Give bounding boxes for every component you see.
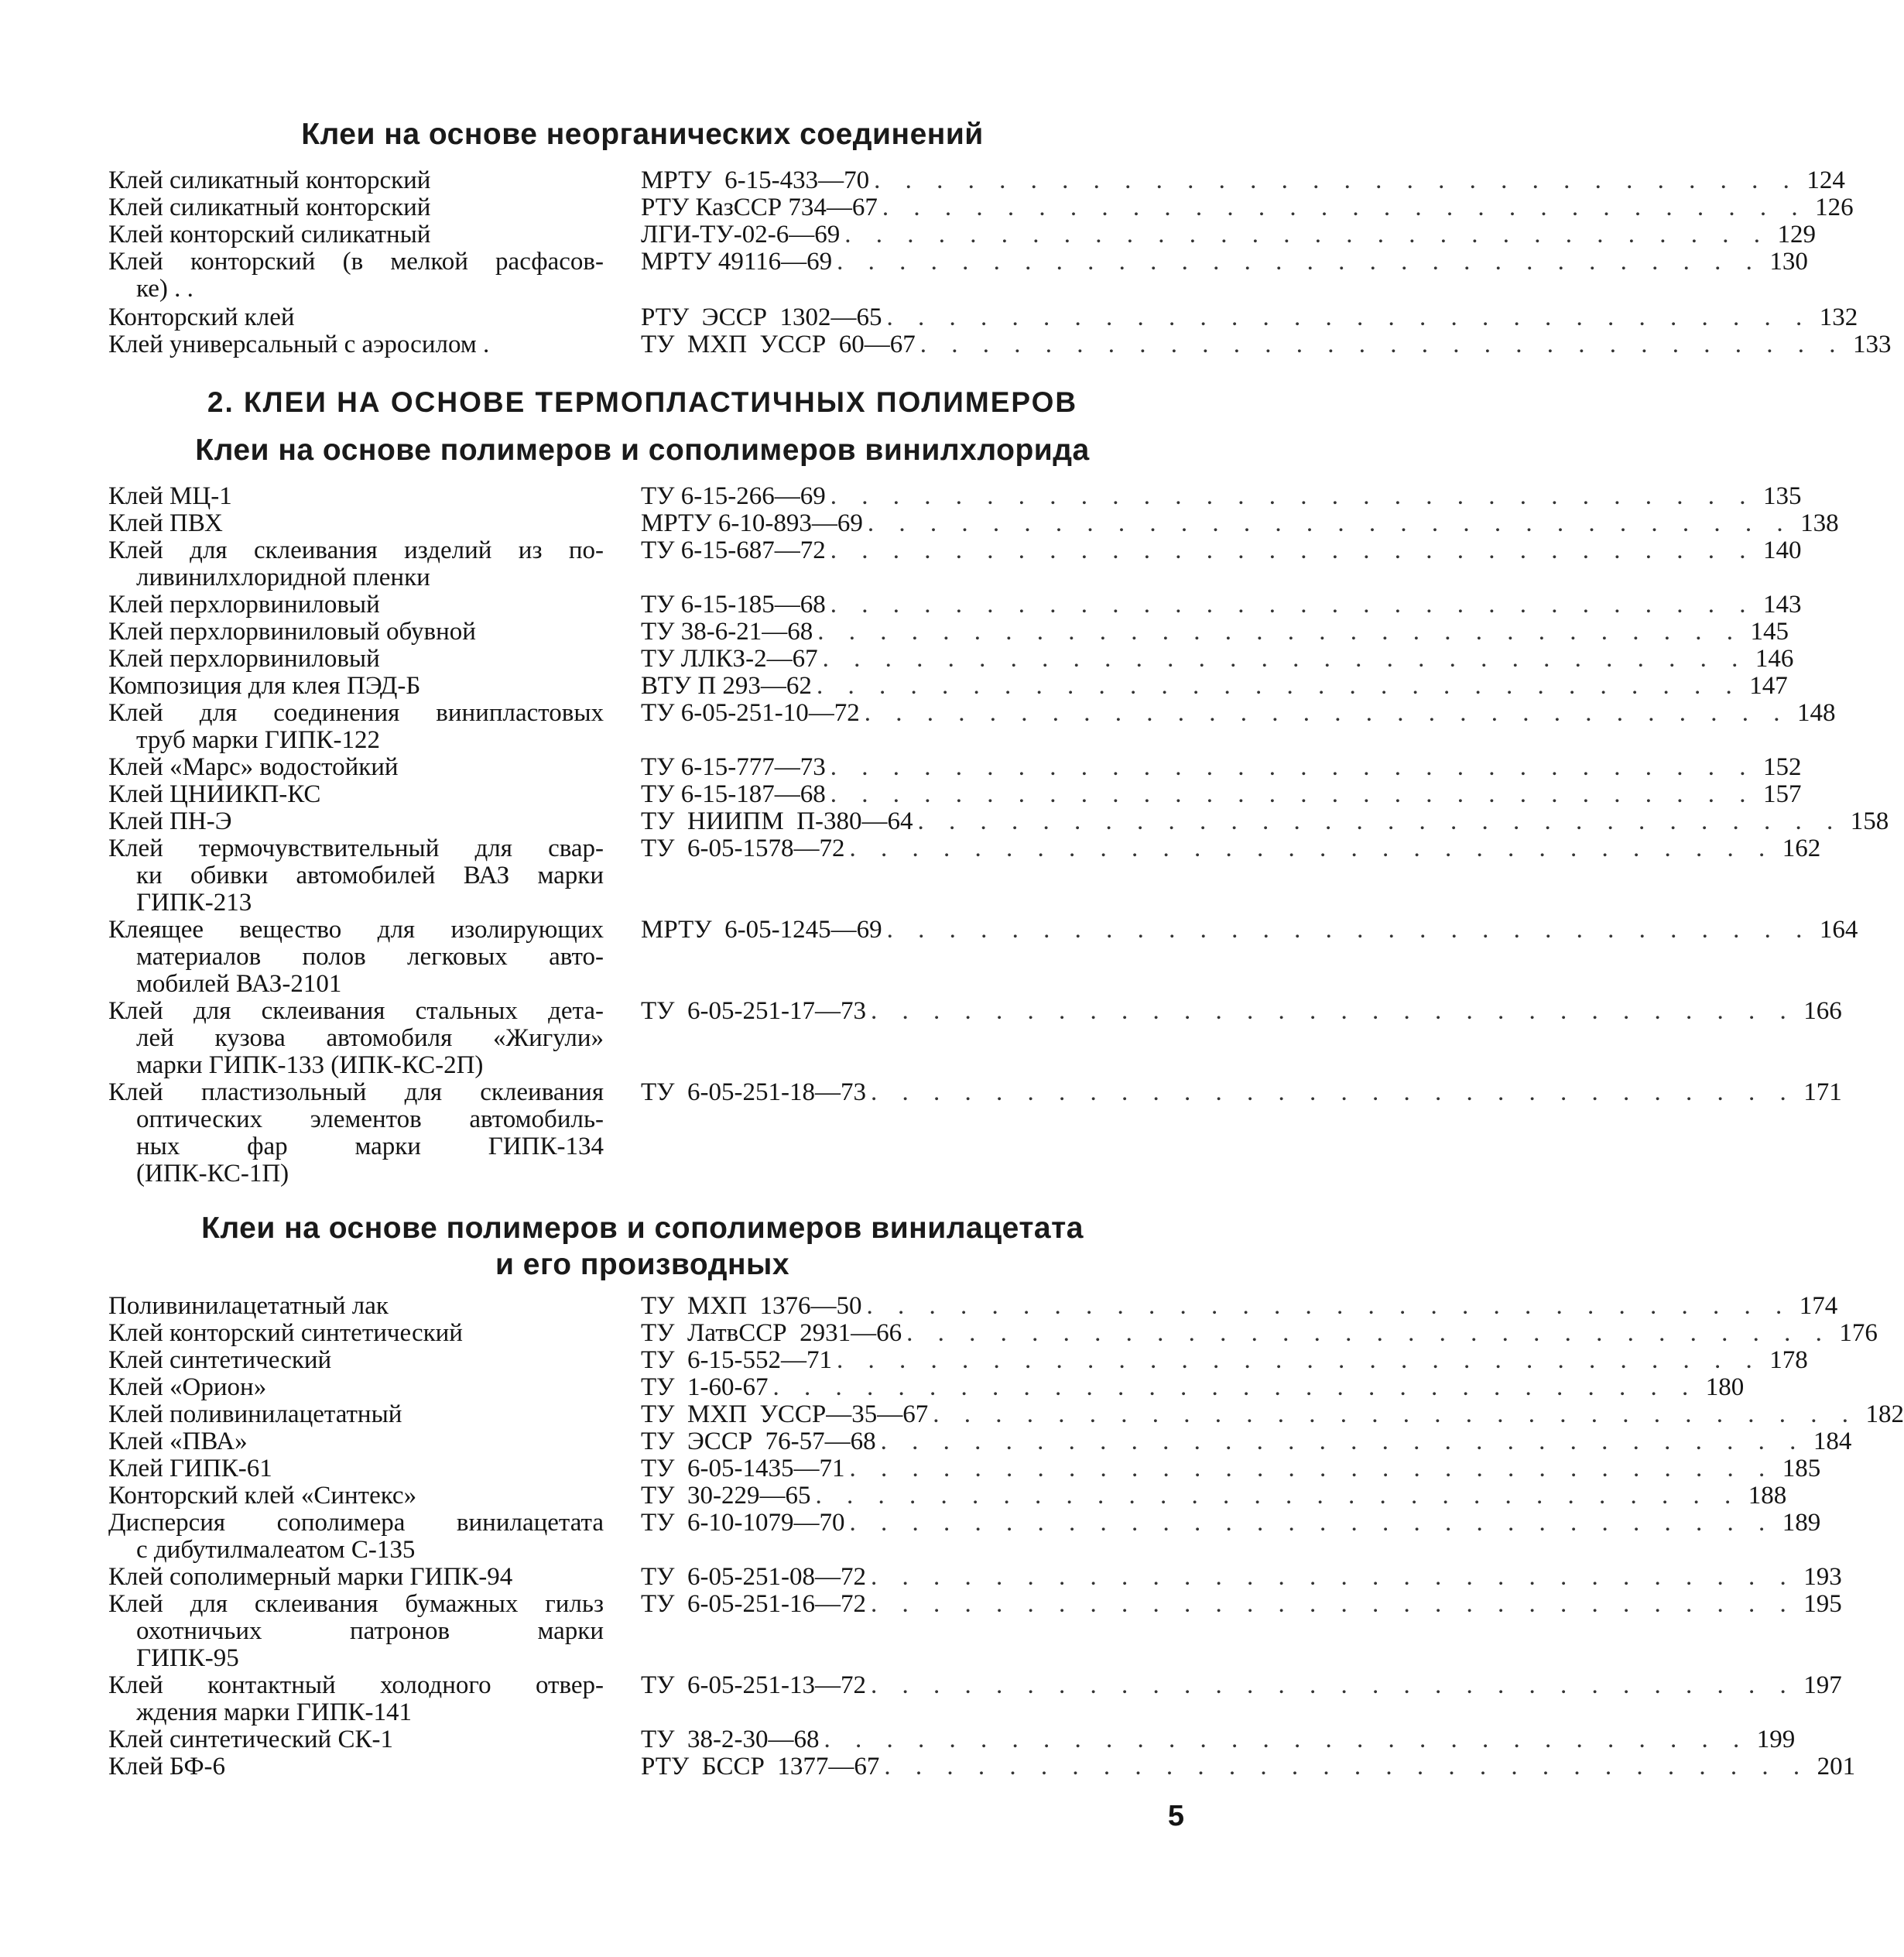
entry-spec-code: ТУ ЭССР 76-57—68 — [641, 1427, 876, 1455]
entry-name — [108, 1510, 604, 1564]
entry-spec-row — [641, 699, 1836, 727]
entry-spec-row — [641, 1427, 1852, 1455]
entry-name-line: Клей силикатный конторский — [108, 194, 431, 221]
leader-dots: . . . . . . . . . . . . . . . . . . . . . . . . . . . . . . — [882, 194, 1807, 221]
entry-name — [108, 221, 604, 248]
entry-spec-code: РТУ БССР 1377—67 — [641, 1753, 880, 1780]
leader-dots: . . . . . . . . . . . . . . . . . . . . . . . . . . . . . . — [871, 1671, 1796, 1699]
entry-page-number: 184 — [1813, 1427, 1852, 1455]
entry-name-line: Клей МЦ-1 — [108, 482, 232, 510]
entry-spec-row — [641, 482, 1802, 510]
entry-page-number: 157 — [1763, 780, 1802, 808]
entry-name — [108, 1374, 604, 1401]
entry-name-line: труб марки ГИПК-122 — [136, 726, 380, 754]
entry-spec-row — [641, 1590, 1842, 1618]
entry-name — [108, 1726, 604, 1753]
entry-spec-code: ТУ 6-15-266—69 — [641, 482, 826, 510]
entry-spec-row — [641, 618, 1789, 646]
entry-spec-row — [641, 1373, 1745, 1401]
entry-spec-row — [641, 1400, 1904, 1428]
entry-name — [108, 194, 604, 221]
entry-page-number: 166 — [1803, 997, 1842, 1025]
entry-page-number: 158 — [1850, 807, 1889, 835]
entry-name-line: ке) . . — [136, 275, 193, 303]
entry-name — [108, 331, 604, 358]
entry-name-line: Клей сополимерный марки ГИПК-94 — [108, 1563, 513, 1591]
entry-name — [108, 1347, 604, 1374]
entry-name — [108, 781, 604, 808]
entry-spec-code: ТУ 6-05-251-10—72 — [641, 699, 860, 727]
entry-page-number: 162 — [1782, 835, 1821, 862]
entry-page-number: 201 — [1817, 1753, 1856, 1780]
entry-spec-row — [641, 194, 1854, 221]
entry-name-line: Клей для склеивания изделий из по- — [108, 536, 604, 564]
entry-name — [108, 167, 604, 194]
entry-spec-code: МРТУ 6-05-1245—69 — [641, 916, 882, 944]
entry-name — [108, 646, 604, 673]
leader-dots: . . . . . . . . . . . . . . . . . . . . . . . . . . . . . . — [871, 1590, 1796, 1618]
entry-name-line: мобилей ВАЗ-2101 — [136, 970, 342, 998]
entry-spec-code: ТУ 6-15-552—71 — [641, 1346, 833, 1374]
leader-dots: . . . . . . . . . . . . . . . . . . . . . . . . . . . . . . — [830, 753, 1755, 781]
entry-name-line: с дибутилмалеатом С-135 — [136, 1536, 416, 1564]
entry-name-line: Клей синтетический СК-1 — [108, 1726, 393, 1753]
entry-spec-code: МРТУ 6-15-433—70 — [641, 166, 870, 194]
entry-page-number: 130 — [1769, 248, 1808, 276]
entry-spec-row — [641, 303, 1858, 331]
entry-name-line: Клей синтетический — [108, 1346, 332, 1374]
entry-name — [108, 1428, 604, 1455]
entry-spec-code: ТУ 6-05-251-16—72 — [641, 1590, 866, 1618]
leader-dots: . . . . . . . . . . . . . . . . . . . . . . . . . . . . . . — [824, 1726, 1749, 1753]
entry-spec-code: ТУ 6-05-251-18—73 — [641, 1078, 866, 1106]
entry-spec-row — [641, 997, 1842, 1025]
entry-name — [108, 537, 604, 591]
entry-page-number: 178 — [1769, 1346, 1808, 1374]
entry-name — [108, 510, 604, 537]
entry-name-line: ливинилхлоридной пленки — [136, 564, 430, 591]
entry-name — [108, 1564, 604, 1591]
entry-name-line: Композиция для клея ПЭД-Б — [108, 672, 421, 700]
entry-page-number: 146 — [1755, 645, 1794, 673]
entry-spec-row — [641, 753, 1802, 781]
entry-spec-row — [641, 166, 1845, 194]
entry-spec-code: ТУ 6-15-187—68 — [641, 780, 826, 808]
leader-dots: . . . . . . . . . . . . . . . . . . . . . . . . . . . . . . — [830, 780, 1755, 808]
leader-dots: . . . . . . . . . . . . . . . . . . . . . . . . . . . . . . — [867, 509, 1793, 537]
entry-name — [108, 1401, 604, 1428]
entry-name-line: Клей перхлорвиниловый обувной — [108, 618, 476, 646]
entry-name-line: ГИПК-213 — [136, 889, 252, 917]
entry-spec-code: ТУ 6-05-1435—71 — [641, 1455, 845, 1482]
leader-dots: . . . . . . . . . . . . . . . . . . . . . . . . . . . . . . — [817, 618, 1743, 646]
leader-dots: . . . . . . . . . . . . . . . . . . . . . . . . . . . . . . — [772, 1373, 1698, 1401]
entry-name-line: Клей БФ-6 — [108, 1753, 226, 1780]
entry-name-line: ки обивки автомобилей ВАЗ марки — [136, 862, 604, 889]
entry-page-number: 140 — [1763, 536, 1802, 564]
section-heading-vinylacetate-line2: и его производных — [495, 1248, 790, 1281]
entry-spec-code: ТУ 1-60-67 — [641, 1373, 769, 1401]
entry-spec-code: МРТУ 49116—69 — [641, 248, 833, 276]
entry-page-number: 126 — [1815, 194, 1854, 221]
entry-name-line: Клей поливинилацетатный — [108, 1400, 402, 1428]
entry-spec-row — [641, 1509, 1821, 1537]
entry-name-line: Клей ЦНИИКП-КС — [108, 780, 321, 808]
entry-spec-code: ТУ 6-05-251-17—73 — [641, 997, 866, 1025]
entry-page-number: 147 — [1749, 672, 1788, 700]
entry-page-number: 152 — [1763, 753, 1802, 781]
entry-name-line: Клей для соединения винипластовых — [108, 699, 604, 727]
entry-spec-row — [641, 536, 1802, 564]
leader-dots: . . . . . . . . . . . . . . . . . . . . . . . . . . . . . . — [906, 1319, 1831, 1347]
entry-page-number: 129 — [1777, 221, 1817, 248]
leader-dots: . . . . . . . . . . . . . . . . . . . . . . . . . . . . . . — [919, 331, 1845, 358]
leader-dots: . . . . . . . . . . . . . . . . . . . . . . . . . . . . . . — [849, 835, 1775, 862]
leader-dots: . . . . . . . . . . . . . . . . . . . . . . . . . . . . . . — [871, 1563, 1796, 1591]
entry-name-line: лей кузова автомобиля «Жигули» — [136, 1024, 604, 1052]
leader-dots: . . . . . . . . . . . . . . . . . . . . . . . . . . . . . . — [837, 1346, 1762, 1374]
leader-dots: . . . . . . . . . . . . . . . . . . . . . . . . . . . . . . — [816, 672, 1741, 700]
entry-name-line: охотничьих патронов марки — [136, 1617, 604, 1645]
entry-name-line: Клей пластизольный для склеивания — [108, 1078, 604, 1106]
entry-page-number: 193 — [1803, 1563, 1842, 1591]
entry-spec-row — [641, 780, 1802, 808]
entry-name — [108, 1591, 604, 1672]
page-number: 5 — [1167, 1800, 1184, 1832]
entry-name — [108, 1482, 604, 1510]
entry-spec-code: ТУ МХП УССР 60—67 — [641, 331, 916, 358]
entry-name — [108, 917, 604, 998]
entry-page-number: 182 — [1865, 1400, 1904, 1428]
entry-spec-code: ТУ 38-6-21—68 — [641, 618, 813, 646]
leader-dots: . . . . . . . . . . . . . . . . . . . . . . . . . . . . . . — [871, 1078, 1796, 1106]
entry-spec-row — [641, 1726, 1796, 1753]
entry-page-number: 195 — [1803, 1590, 1842, 1618]
entry-name-line: Клей для склеивания стальных дета- — [108, 997, 604, 1025]
entry-name-line: Клей конторский (в мелкой расфасов- — [108, 248, 604, 276]
entry-name — [108, 619, 604, 646]
leader-dots: . . . . . . . . . . . . . . . . . . . . . . . . . . . . . . — [837, 248, 1762, 276]
entry-name-line: Поливинилацетатный лак — [108, 1292, 389, 1320]
entry-name-line: Дисперсия сополимера винилацетата — [108, 1509, 604, 1537]
entry-name-line: Клей контактный холодного отвер- — [108, 1671, 604, 1699]
entry-spec-row — [641, 916, 1858, 944]
entry-spec-code: ТУ 30-229—65 — [641, 1482, 811, 1510]
entry-spec-row — [641, 331, 1892, 358]
entry-name — [108, 1079, 604, 1188]
entry-page-number: 199 — [1756, 1726, 1796, 1753]
entry-page-number: 124 — [1806, 166, 1845, 194]
entry-spec-row — [641, 1455, 1821, 1482]
entry-spec-row — [641, 807, 1889, 835]
entry-page-number: 176 — [1839, 1319, 1878, 1347]
entry-page-number: 185 — [1782, 1455, 1821, 1482]
entry-spec-code: ТУ НИИПМ П-380—64 — [641, 807, 913, 835]
entry-spec-row — [641, 1563, 1842, 1591]
entry-spec-code: ТУ 6-05-1578—72 — [641, 835, 845, 862]
entry-spec-code: РТУ ЭССР 1302—65 — [641, 303, 882, 331]
entry-spec-row — [641, 1346, 1808, 1374]
entry-spec-row — [641, 591, 1802, 619]
leader-dots: . . . . . . . . . . . . . . . . . . . . . . . . . . . . . . — [886, 916, 1812, 944]
entry-name — [108, 1455, 604, 1482]
entry-name-line: Клеящее вещество для изолирующих — [108, 916, 604, 944]
entry-name-line: Клей конторский силикатный — [108, 221, 431, 248]
entry-name — [108, 248, 604, 303]
section-heading-vinylchloride: Клеи на основе полимеров и сополимеров винилхлорида — [195, 434, 1090, 467]
entry-page-number: 189 — [1782, 1509, 1821, 1537]
entry-spec-code: ТУ 6-15-687—72 — [641, 536, 826, 564]
leader-dots: . . . . . . . . . . . . . . . . . . . . . . . . . . . . . . — [830, 482, 1755, 510]
leader-dots: . . . . . . . . . . . . . . . . . . . . . . . . . . . . . . — [822, 645, 1748, 673]
entry-spec-code: ТУ 6-15-777—73 — [641, 753, 826, 781]
entry-name — [108, 483, 604, 510]
leader-dots: . . . . . . . . . . . . . . . . . . . . . . . . . . . . . . — [830, 591, 1755, 619]
entry-name-line: ных фар марки ГИПК-134 — [136, 1133, 604, 1160]
entry-name — [108, 1320, 604, 1347]
leader-dots: . . . . . . . . . . . . . . . . . . . . . . . . . . . . . . — [884, 1753, 1810, 1780]
entry-spec-code: ТУ 38-2-30—68 — [641, 1726, 820, 1753]
entry-name-line: оптических элементов автомобиль- — [136, 1105, 604, 1133]
entry-spec-code: ТУ 6-05-251-13—72 — [641, 1671, 866, 1699]
entry-name-line: марки ГИПК-133 (ИПК-КС-2П) — [136, 1051, 484, 1079]
entry-page-number: 133 — [1853, 331, 1892, 358]
leader-dots: . . . . . . . . . . . . . . . . . . . . . . . . . . . . . . — [917, 807, 1843, 835]
entry-page-number: 148 — [1797, 699, 1836, 727]
section-heading-vinylacetate-line1: Клеи на основе полимеров и сополимеров винилацетата — [201, 1212, 1084, 1245]
entry-name-line: Клей ПВХ — [108, 509, 223, 537]
leader-dots: . . . . . . . . . . . . . . . . . . . . . . . . . . . . . . — [871, 997, 1796, 1025]
entry-spec-row — [641, 1753, 1856, 1780]
entry-spec-code: ТУ ЛЛКЗ-2—67 — [641, 645, 818, 673]
chapter-heading-thermoplastic: 2. КЛЕИ НА ОСНОВЕ ТЕРМОПЛАСТИЧНЫХ ПОЛИМЕРОВ — [207, 386, 1078, 418]
entry-spec-row — [641, 1671, 1842, 1699]
leader-dots: . . . . . . . . . . . . . . . . . . . . . . . . . . . . . . — [849, 1455, 1775, 1482]
entry-name — [108, 304, 604, 331]
entry-page-number: 143 — [1763, 591, 1802, 619]
entry-spec-code: ТУ МХП 1376—50 — [641, 1292, 862, 1320]
entry-page-number: 138 — [1800, 509, 1839, 537]
leader-dots: . . . . . . . . . . . . . . . . . . . . . . . . . . . . . . — [815, 1482, 1741, 1510]
entry-page-number: 132 — [1819, 303, 1858, 331]
entry-spec-code: ТУ 6-05-251-08—72 — [641, 1563, 866, 1591]
entry-name-line: Клей перхлорвиниловый — [108, 645, 380, 673]
entry-spec-row — [641, 1482, 1787, 1510]
entry-page-number: 180 — [1705, 1373, 1745, 1401]
entry-name-line: ждения марки ГИПК-141 — [136, 1698, 412, 1726]
entry-page-number: 145 — [1750, 618, 1789, 646]
entry-name-line: Конторский клей — [108, 303, 295, 331]
entry-name-line: Клей «ПВА» — [108, 1427, 248, 1455]
entry-name-line: Клей ПН-Э — [108, 807, 232, 835]
entry-name-line: Клей для склеивания бумажных гильз — [108, 1590, 604, 1618]
entry-name — [108, 1293, 604, 1320]
entry-name — [108, 835, 604, 917]
entry-name-line: Клей конторский синтетический — [108, 1319, 463, 1347]
leader-dots: . . . . . . . . . . . . . . . . . . . . . . . . . . . . . . — [880, 1427, 1806, 1455]
entry-name-line: Клей «Орион» — [108, 1373, 267, 1401]
entry-name-line: Конторский клей «Синтекс» — [108, 1482, 417, 1510]
entry-name — [108, 808, 604, 835]
entry-spec-code: ЛГИ-ТУ-02-6—69 — [641, 221, 841, 248]
section-heading-inorganic: Клеи на основе неорганических соединений — [301, 118, 984, 151]
entry-name-line: Клей термочувствительный для свар- — [108, 835, 604, 862]
leader-dots: . . . . . . . . . . . . . . . . . . . . . . . . . . . . . . — [830, 536, 1755, 564]
entry-name — [108, 591, 604, 619]
entry-name — [108, 1753, 604, 1780]
leader-dots: . . . . . . . . . . . . . . . . . . . . . . . . . . . . . . — [849, 1509, 1775, 1537]
entry-page-number: 197 — [1803, 1671, 1842, 1699]
entry-spec-code: ТУ 6-15-185—68 — [641, 591, 826, 619]
leader-dots: . . . . . . . . . . . . . . . . . . . . . . . . . . . . . . — [864, 699, 1789, 727]
entry-spec-row — [641, 645, 1794, 673]
entry-spec-row — [641, 835, 1821, 862]
entry-spec-code: ТУ 6-10-1079—70 — [641, 1509, 845, 1537]
entry-spec-row — [641, 509, 1839, 537]
leader-dots: . . . . . . . . . . . . . . . . . . . . . . . . . . . . . . — [866, 1292, 1792, 1320]
entry-name-line: ГИПК-95 — [136, 1644, 239, 1672]
entry-name-line: (ИПК-КС-1П) — [136, 1160, 289, 1188]
entry-name — [108, 700, 604, 754]
entry-spec-code: ТУ ЛатвССР 2931—66 — [641, 1319, 902, 1347]
entry-spec-row — [641, 672, 1788, 700]
entry-spec-row — [641, 1319, 1878, 1347]
entry-spec-row — [641, 248, 1808, 276]
leader-dots: . . . . . . . . . . . . . . . . . . . . . . . . . . . . . . — [886, 303, 1812, 331]
entry-name — [108, 1672, 604, 1726]
entry-name — [108, 754, 604, 781]
entry-page-number: 171 — [1803, 1078, 1842, 1106]
entry-spec-code: ВТУ П 293—62 — [641, 672, 812, 700]
entry-page-number: 164 — [1819, 916, 1858, 944]
entry-name — [108, 998, 604, 1079]
leader-dots: . . . . . . . . . . . . . . . . . . . . . . . . . . . . . . — [844, 221, 1770, 248]
entry-spec-code: МРТУ 6-10-893—69 — [641, 509, 863, 537]
entry-spec-row — [641, 221, 1817, 248]
entry-name-line: материалов полов легковых авто- — [136, 943, 604, 971]
entry-name-line: Клей «Марс» водостойкий — [108, 753, 399, 781]
entry-name-line: Клей универсальный с аэросилом . — [108, 331, 490, 358]
entry-page-number: 174 — [1799, 1292, 1838, 1320]
entry-name — [108, 673, 604, 700]
entry-spec-code: РТУ КазССР 734—67 — [641, 194, 878, 221]
entry-name-line: Клей силикатный конторский — [108, 166, 431, 194]
entry-page-number: 135 — [1763, 482, 1802, 510]
entry-name-line: Клей перхлорвиниловый — [108, 591, 380, 619]
entry-spec-row — [641, 1078, 1842, 1106]
entry-name-line: Клей ГИПК-61 — [108, 1455, 272, 1482]
leader-dots: . . . . . . . . . . . . . . . . . . . . . . . . . . . . . . — [933, 1400, 1858, 1428]
entry-spec-row — [641, 1292, 1838, 1320]
entry-page-number: 188 — [1748, 1482, 1787, 1510]
entry-spec-code: ТУ МХП УССР—35—67 — [641, 1400, 929, 1428]
leader-dots: . . . . . . . . . . . . . . . . . . . . . . . . . . . . . . — [874, 166, 1799, 194]
